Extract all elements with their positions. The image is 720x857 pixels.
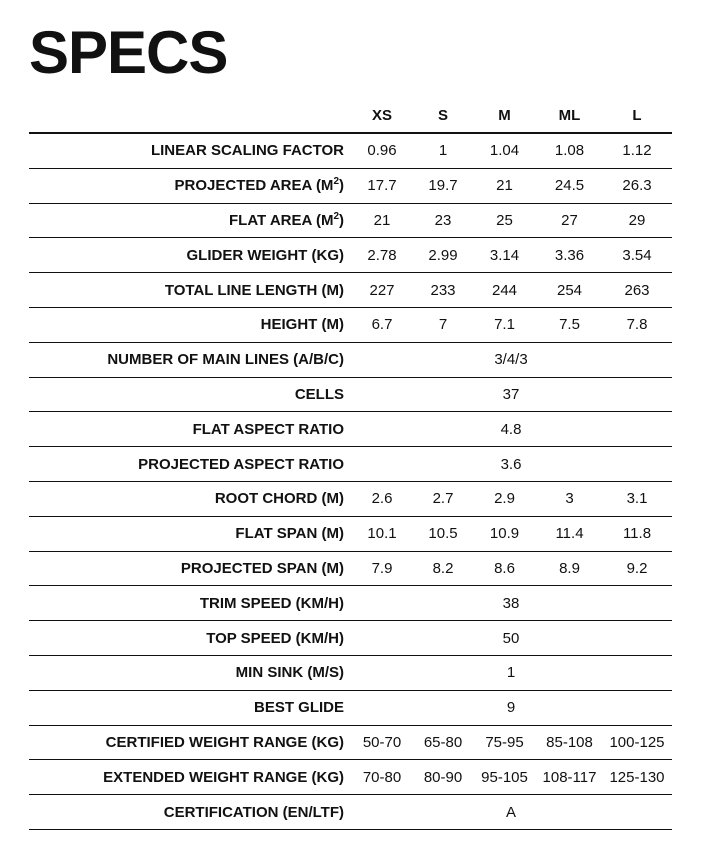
spec-label-text: FLAT AREA (M xyxy=(229,211,334,229)
spec-shared-value: 3/4/3 xyxy=(350,342,672,377)
spec-label-text: TRIM SPEED (KM/H) xyxy=(199,594,344,612)
spec-value: 11.8 xyxy=(602,516,672,551)
spec-label-text: EXTENDED WEIGHT RANGE (KG) xyxy=(103,768,344,786)
spec-label-superscript: 2 xyxy=(333,176,339,188)
spec-label-text: PROJECTED SPAN (M) xyxy=(180,559,344,577)
spec-value: 17.7 xyxy=(350,168,414,203)
spec-value: 8.2 xyxy=(414,551,472,586)
spec-row xyxy=(29,481,672,516)
spec-row xyxy=(29,133,672,168)
spec-shared-value: 1 xyxy=(350,655,672,690)
spec-label-text: MIN SINK (M/S) xyxy=(235,664,344,682)
spec-value: 233 xyxy=(414,273,472,308)
spec-value: 19.7 xyxy=(414,168,472,203)
spec-label xyxy=(29,586,350,621)
spec-value: 3 xyxy=(537,481,602,516)
spec-value: 3.14 xyxy=(472,238,537,273)
spec-label-text: CELLS xyxy=(294,385,344,403)
spec-label-text: GLIDER WEIGHT (KG) xyxy=(186,246,344,264)
spec-value: 50-70 xyxy=(350,725,414,760)
specs-body xyxy=(29,133,672,829)
spec-label-text: FLAT SPAN (M) xyxy=(235,525,344,543)
spec-value: 227 xyxy=(350,273,414,308)
spec-row xyxy=(29,412,672,447)
spec-label xyxy=(29,273,350,308)
spec-value: 3.36 xyxy=(537,238,602,273)
spec-label-text: CERTIFIED WEIGHT RANGE (KG) xyxy=(105,733,344,751)
spec-label xyxy=(29,447,350,482)
spec-value: 2.9 xyxy=(472,481,537,516)
spec-label-text: TOP SPEED (KM/H) xyxy=(206,629,344,647)
spec-shared-value: 38 xyxy=(350,586,672,621)
spec-row xyxy=(29,307,672,342)
spec-value: 125-130 xyxy=(602,760,672,795)
header-label-cell xyxy=(29,98,350,133)
spec-row xyxy=(29,342,672,377)
spec-label xyxy=(29,238,350,273)
spec-value: 10.9 xyxy=(472,516,537,551)
spec-label xyxy=(29,725,350,760)
spec-value: 2.78 xyxy=(350,238,414,273)
size-header-ml: ML xyxy=(537,98,602,133)
spec-value: 7.8 xyxy=(602,307,672,342)
spec-label xyxy=(29,551,350,586)
spec-shared-value: 3.6 xyxy=(350,447,672,482)
spec-value: 7.5 xyxy=(537,307,602,342)
spec-label-suffix: ) xyxy=(339,177,344,195)
spec-label xyxy=(29,133,350,168)
spec-row xyxy=(29,203,672,238)
size-header-m: M xyxy=(472,98,537,133)
spec-value: 10.5 xyxy=(414,516,472,551)
spec-value: 2.99 xyxy=(414,238,472,273)
spec-label-text: CERTIFICATION (EN/LTF) xyxy=(163,803,344,821)
spec-value: 65-80 xyxy=(414,725,472,760)
spec-value: 3.54 xyxy=(602,238,672,273)
spec-row xyxy=(29,621,672,656)
spec-row xyxy=(29,447,672,482)
spec-value: 8.9 xyxy=(537,551,602,586)
spec-value: 24.5 xyxy=(537,168,602,203)
specs-table xyxy=(29,98,672,830)
spec-row xyxy=(29,516,672,551)
spec-shared-value: 9 xyxy=(350,690,672,725)
spec-row xyxy=(29,760,672,795)
spec-value: 244 xyxy=(472,273,537,308)
spec-label xyxy=(29,377,350,412)
spec-row xyxy=(29,725,672,760)
spec-label-text: PROJECTED AREA (M xyxy=(174,177,334,195)
spec-shared-value: 37 xyxy=(350,377,672,412)
spec-label xyxy=(29,203,350,238)
spec-value: 26.3 xyxy=(602,168,672,203)
spec-label-text: NUMBER OF MAIN LINES (A/B/C) xyxy=(107,351,344,369)
spec-value: 23 xyxy=(414,203,472,238)
spec-row xyxy=(29,690,672,725)
spec-label-text: TOTAL LINE LENGTH (M) xyxy=(164,281,344,299)
spec-value: 100-125 xyxy=(602,725,672,760)
spec-value: 80-90 xyxy=(414,760,472,795)
size-header-xs: XS xyxy=(350,98,414,133)
spec-value: 8.6 xyxy=(472,551,537,586)
page-title: SPECS xyxy=(29,19,228,86)
spec-value: 1.12 xyxy=(602,133,672,168)
spec-value: 1.04 xyxy=(472,133,537,168)
spec-label-superscript: 2 xyxy=(333,210,339,222)
spec-shared-value: A xyxy=(350,795,672,830)
spec-value: 1 xyxy=(414,133,472,168)
spec-label-text: FLAT ASPECT RATIO xyxy=(192,420,344,438)
spec-value: 0.96 xyxy=(350,133,414,168)
spec-row xyxy=(29,238,672,273)
spec-shared-value: 4.8 xyxy=(350,412,672,447)
spec-value: 2.7 xyxy=(414,481,472,516)
spec-row xyxy=(29,655,672,690)
spec-label xyxy=(29,621,350,656)
spec-value: 263 xyxy=(602,273,672,308)
size-header-s: S xyxy=(414,98,472,133)
spec-value: 11.4 xyxy=(537,516,602,551)
spec-label-text: PROJECTED ASPECT RATIO xyxy=(138,455,344,473)
spec-label xyxy=(29,655,350,690)
spec-label xyxy=(29,168,350,203)
spec-value: 3.1 xyxy=(602,481,672,516)
spec-value: 7.9 xyxy=(350,551,414,586)
spec-label-suffix: ) xyxy=(339,211,344,229)
spec-label-text: ROOT CHORD (M) xyxy=(214,490,344,508)
spec-label xyxy=(29,307,350,342)
spec-label-text: HEIGHT (M) xyxy=(260,316,344,334)
spec-value: 29 xyxy=(602,203,672,238)
spec-row xyxy=(29,795,672,830)
spec-value: 1.08 xyxy=(537,133,602,168)
spec-value: 70-80 xyxy=(350,760,414,795)
spec-shared-value: 50 xyxy=(350,621,672,656)
spec-value: 7.1 xyxy=(472,307,537,342)
spec-value: 9.2 xyxy=(602,551,672,586)
spec-label xyxy=(29,690,350,725)
spec-row xyxy=(29,551,672,586)
spec-label xyxy=(29,481,350,516)
spec-label-text: LINEAR SCALING FACTOR xyxy=(150,142,344,160)
spec-value: 85-108 xyxy=(537,725,602,760)
spec-value: 95-105 xyxy=(472,760,537,795)
spec-row xyxy=(29,377,672,412)
spec-value: 254 xyxy=(537,273,602,308)
spec-value: 7 xyxy=(414,307,472,342)
size-header-l: L xyxy=(602,98,672,133)
spec-value: 2.6 xyxy=(350,481,414,516)
spec-row xyxy=(29,168,672,203)
spec-value: 108-117 xyxy=(537,760,602,795)
spec-label-text: BEST GLIDE xyxy=(253,699,344,717)
spec-value: 27 xyxy=(537,203,602,238)
size-header-row xyxy=(29,98,672,133)
spec-label xyxy=(29,760,350,795)
spec-value: 6.7 xyxy=(350,307,414,342)
spec-value: 21 xyxy=(472,168,537,203)
spec-value: 75-95 xyxy=(472,725,537,760)
spec-value: 25 xyxy=(472,203,537,238)
spec-label xyxy=(29,795,350,830)
spec-label xyxy=(29,412,350,447)
spec-label xyxy=(29,342,350,377)
spec-value: 10.1 xyxy=(350,516,414,551)
spec-label xyxy=(29,516,350,551)
spec-row xyxy=(29,273,672,308)
spec-row xyxy=(29,586,672,621)
spec-value: 21 xyxy=(350,203,414,238)
